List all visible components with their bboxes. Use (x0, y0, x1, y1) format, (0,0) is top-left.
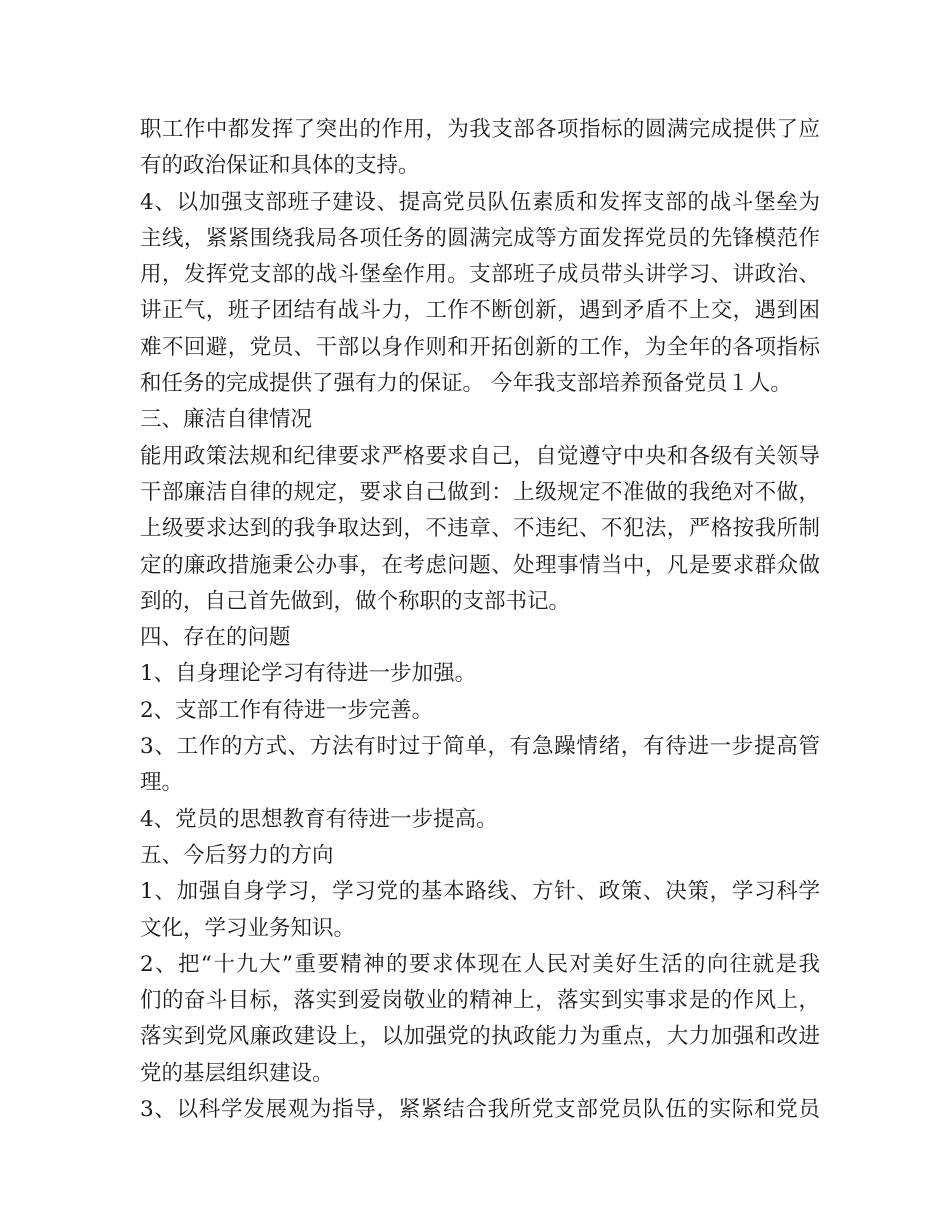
text-line: 能用政策法规和纪律要求严格要求自己，自觉遵守中央和各级有关领导 (140, 443, 820, 469)
document-body (140, 112, 820, 1128)
text-line: 们的奋斗目标，落实到爱岗敬业的精神上，落实到实事求是的作风上， (140, 988, 820, 1014)
text-line: 2、把“十九大”重要精神的要求体现在人民对美好生活的向往就是我 (140, 951, 820, 977)
text-line: 落实到党风廉政建设上，以加强党的执政能力为重点，大力加强和改进 (140, 1024, 820, 1050)
text-line: 文化，学习业务知识。 (140, 915, 356, 941)
text-line: 上级要求达到的我争取达到，不违章、不违纪、不犯法，严格按我所制 (140, 516, 820, 542)
text-line: 3、工作的方式、方法有时过于简单，有急躁情绪，有待进一步提高管 (140, 734, 820, 760)
text-line: 讲正气，班子团结有战斗力，工作不断创新，遇到矛盾不上交，遇到困 (140, 298, 820, 324)
text-line: 理。 (140, 770, 184, 796)
text-line: 主线，紧紧围绕我局各项任务的圆满完成等方面发挥党员的先锋模范作 (140, 225, 820, 251)
text-line: 职工作中都发挥了突出的作用，为我支部各项指标的圆满完成提供了应 (140, 117, 820, 142)
text-line: 定的廉政措施秉公办事，在考虑问题、处理事情当中，凡是要求群众做 (140, 552, 820, 578)
text-line: 三、廉洁自律情况 (140, 407, 313, 433)
text-line: 1、加强自身学习，学习党的基本路线、方针、政策、决策，学习科学 (140, 879, 820, 905)
text-line: 1、自身理论学习有待进一步加强。 (140, 661, 477, 687)
text-line: 4、以加强支部班子建设、提高党员队伍素质和发挥支部的战斗堡垒为 (140, 189, 820, 215)
text-line: 四、存在的问题 (140, 625, 291, 651)
text-line: 和任务的完成提供了强有力的保证。 今年我支部培养预备党员１人。 (140, 371, 792, 397)
text-line: 党的基层组织建设。 (140, 1060, 334, 1086)
text-line: 用，发挥党支部的战斗堡垒作用。支部班子成员带头讲学习、讲政治、 (140, 262, 820, 288)
text-line: 4、党员的思想教育有待进一步提高。 (140, 806, 498, 832)
text-line: 3、以科学发展观为指导，紧紧结合我所党支部党员队伍的实际和党员 (140, 1097, 820, 1123)
text-line: 五、今后努力的方向 (140, 842, 334, 868)
text-line: 2、支部工作有待进一步完善。 (140, 697, 434, 723)
text-line: 到的，自己首先做到，做个称职的支部书记。 (140, 588, 571, 614)
text-line: 有的政治保证和具体的支持。 (140, 153, 420, 179)
text-line: 难不回避，党员、干部以身作则和开拓创新的工作，为全年的各项指标 (140, 334, 820, 360)
text-line: 干部廉洁自律的规定，要求自己做到：上级规定不准做的我绝对不做， (140, 479, 820, 505)
